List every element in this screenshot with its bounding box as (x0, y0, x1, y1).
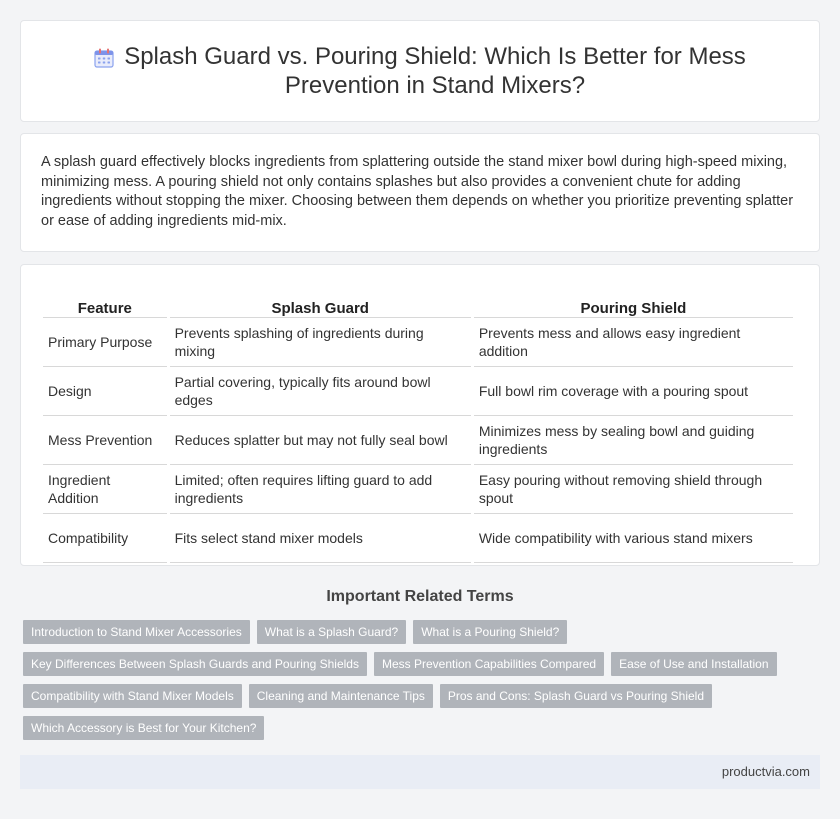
column-header-feature: Feature (43, 293, 167, 318)
table-cell: Prevents splashing of ingredients during mixing (170, 318, 471, 367)
table-cell: Primary Purpose (43, 318, 167, 367)
related-term-link[interactable]: Pros and Cons: Splash Guard vs Pouring Shield (440, 684, 712, 708)
column-header-pouring-shield: Pouring Shield (474, 293, 793, 318)
table-cell: Ingredient Addition (43, 465, 167, 514)
table-row (43, 318, 793, 367)
comparison-card (20, 264, 820, 566)
table-header-row (43, 293, 793, 318)
related-term-link[interactable]: Ease of Use and Installation (611, 652, 776, 676)
related-term-link[interactable]: Mess Prevention Capabilities Compared (374, 652, 604, 676)
table-cell: Limited; often requires lifting guard to add ingredients (170, 465, 471, 514)
intro-paragraph: A splash guard effectively blocks ingredients from splattering outside the stand mixer bowl during high-speed mixing, minimizing mess. A pouring shield not only contains splashes but also provides a convenient chute for adding ingredients without stopping the mixer. Choosing between them depends on whether you prioritize preventing splatter or ease of adding ingredients mid-mix. (41, 154, 794, 229)
title-card (20, 20, 820, 122)
table-cell: Prevents mess and allows easy ingredient addition (474, 318, 793, 367)
related-terms-list (23, 620, 823, 740)
related-terms-title: Important Related Terms (326, 588, 514, 605)
table-cell: Full bowl rim coverage with a pouring spout (474, 367, 793, 416)
table-cell: Design (43, 367, 167, 416)
intro-card (20, 133, 820, 252)
table-row (43, 367, 793, 416)
table-cell: Fits select stand mixer models (170, 514, 471, 563)
title-wrap (21, 21, 819, 121)
table-cell: Partial covering, typically fits around bowl edges (170, 367, 471, 416)
related-term-link[interactable]: Which Accessory is Best for Your Kitchen? (23, 716, 264, 740)
column-header-splash-guard: Splash Guard (170, 293, 471, 318)
comparison-table (40, 293, 796, 563)
table-cell: Reduces splatter but may not fully seal bowl (170, 416, 471, 465)
related-term-link[interactable]: Cleaning and Maintenance Tips (249, 684, 433, 708)
related-term-link[interactable]: Key Differences Between Splash Guards and Pouring Shields (23, 652, 367, 676)
footer-site-name[interactable]: productvia.com (721, 764, 810, 779)
table-cell: Compatibility (43, 514, 167, 563)
related-term-link[interactable]: What is a Pouring Shield? (413, 620, 567, 644)
footer (20, 755, 820, 789)
related-term-link[interactable]: What is a Splash Guard? (257, 620, 406, 644)
related-term-link[interactable]: Compatibility with Stand Mixer Models (23, 684, 242, 708)
page-title: Splash Guard vs. Pouring Shield: Which Is Better for Mess Prevention in Stand Mixers? (124, 43, 746, 99)
related-term-link[interactable]: Introduction to Stand Mixer Accessories (23, 620, 250, 644)
table-cell: Easy pouring without removing shield through spout (474, 465, 793, 514)
table-cell: Mess Prevention (43, 416, 167, 465)
table-cell: Minimizes mess by sealing bowl and guiding ingredients (474, 416, 793, 465)
table-row (43, 416, 793, 465)
table-row (43, 465, 793, 514)
table-row (43, 514, 793, 563)
table-cell: Wide compatibility with various stand mixers (474, 514, 793, 563)
